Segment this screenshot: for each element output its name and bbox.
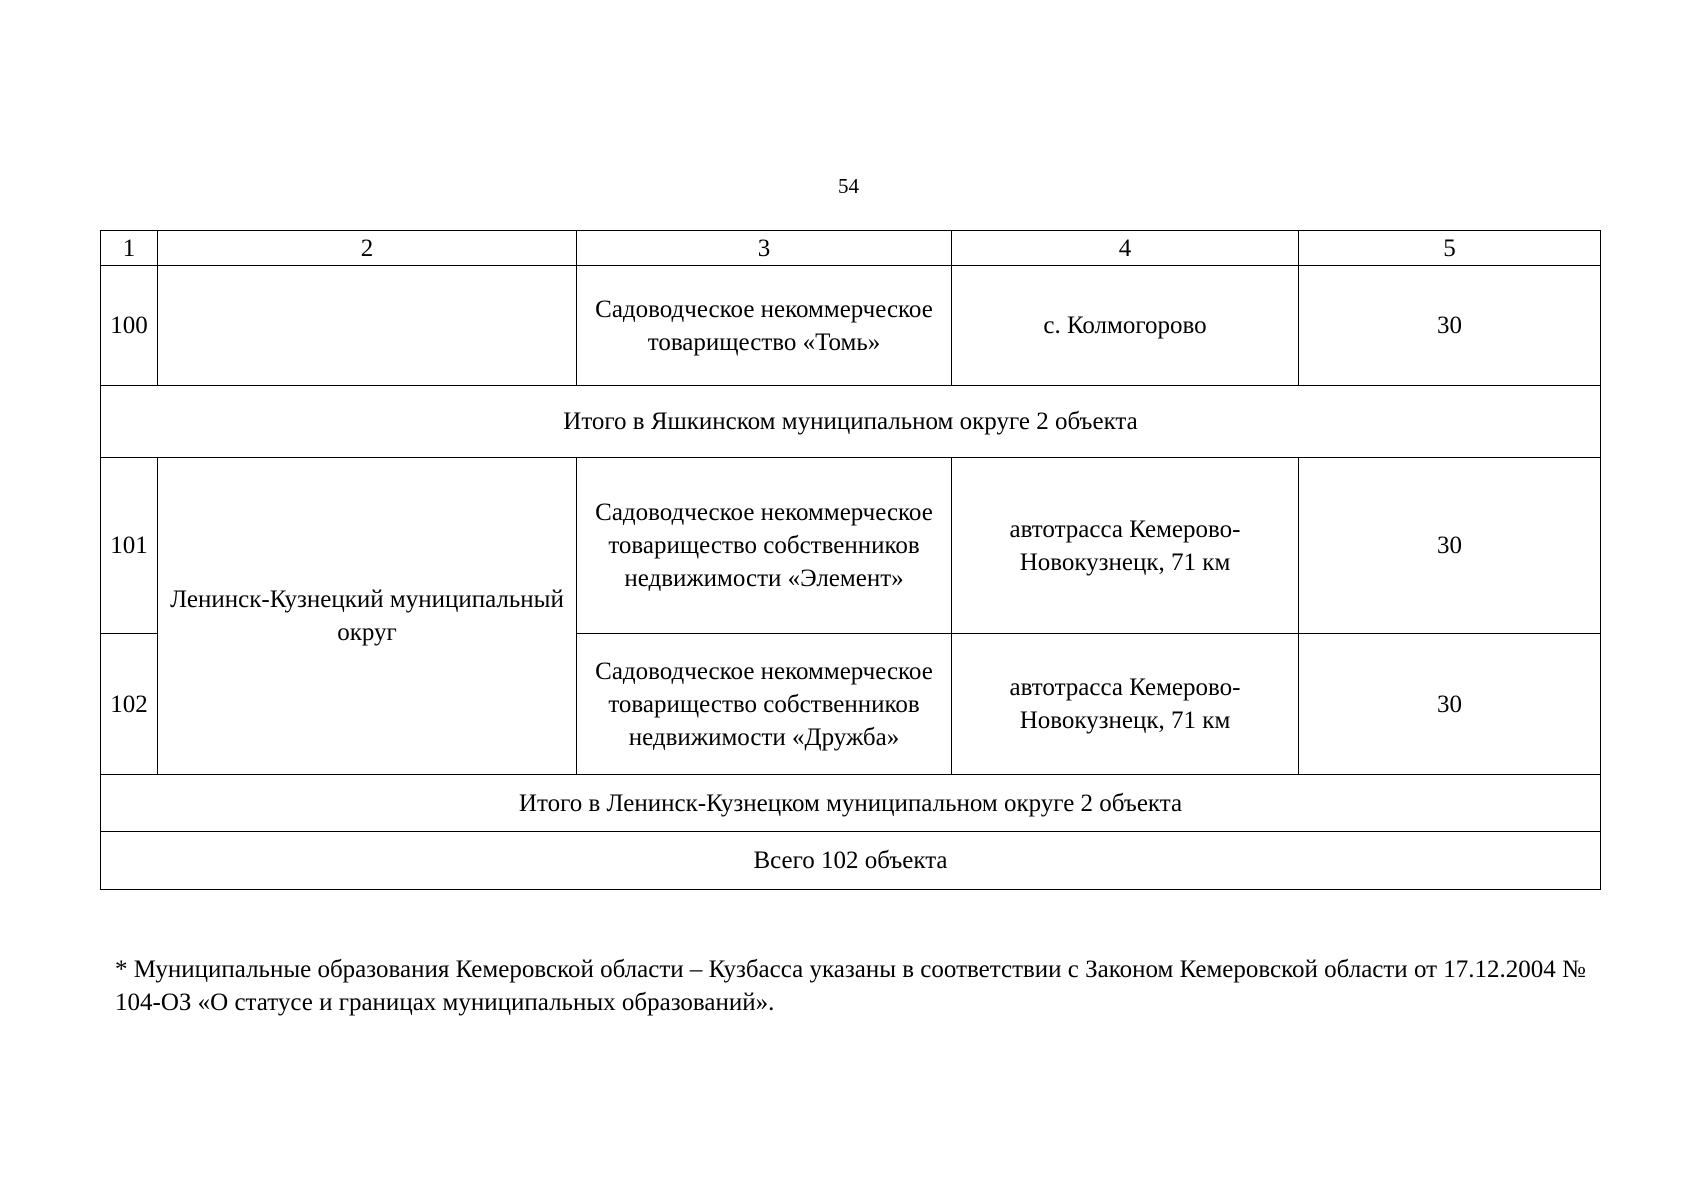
objects-table: [100, 230, 1601, 890]
row-municipality: [158, 266, 577, 386]
footnote: * Муниципальные образования Кемеровской области – Кузбасса указаны в соответствии с Законом Кемеровской области от 17.12.2004 № 104-ОЗ «О статусе и границах муниципальных образований».: [115, 956, 1586, 1016]
grand-total: Всего 102 объекта: [101, 832, 1601, 890]
row-location: автотрасса Кемерово-Новокузнецк, 71 км: [952, 634, 1299, 775]
grand-total-row: [101, 832, 1601, 890]
table-header-row: [101, 231, 1601, 266]
row-object-name: Садоводческое некоммерческое товарищество «Томь»: [577, 266, 952, 386]
row-object-name: Садоводческое некоммерческое товарищество собственников недвижимости «Элемент»: [577, 458, 952, 634]
subtotal-row: [101, 775, 1601, 832]
column-number-1: 1: [101, 231, 158, 266]
subtotal-leninsk: Итого в Ленинск-Кузнецком муниципальном округе 2 объекта: [101, 775, 1601, 832]
page-number: 54: [838, 174, 859, 198]
row-value: 30: [1299, 634, 1601, 775]
column-number-4: 4: [952, 231, 1299, 266]
column-number-2: 2: [158, 231, 577, 266]
row-number: 100: [101, 266, 158, 386]
table-row: [101, 458, 1601, 634]
row-value: 30: [1299, 458, 1601, 634]
row-object-name: Садоводческое некоммерческое товарищество собственников недвижимости «Дружба»: [577, 634, 952, 775]
row-location: автотрасса Кемерово-Новокузнецк, 71 км: [952, 458, 1299, 634]
column-number-3: 3: [577, 231, 952, 266]
subtotal-row: [101, 386, 1601, 458]
row-number: 102: [101, 634, 158, 775]
subtotal-yashkino: Итого в Яшкинском муниципальном округе 2 объекта: [101, 386, 1601, 458]
row-value: 30: [1299, 266, 1601, 386]
table-row: [101, 266, 1601, 386]
row-municipality: Ленинск-Кузнецкий муниципальный округ: [158, 458, 577, 775]
row-number: 101: [101, 458, 158, 634]
row-location: с. Колмогорово: [952, 266, 1299, 386]
column-number-5: 5: [1299, 231, 1601, 266]
